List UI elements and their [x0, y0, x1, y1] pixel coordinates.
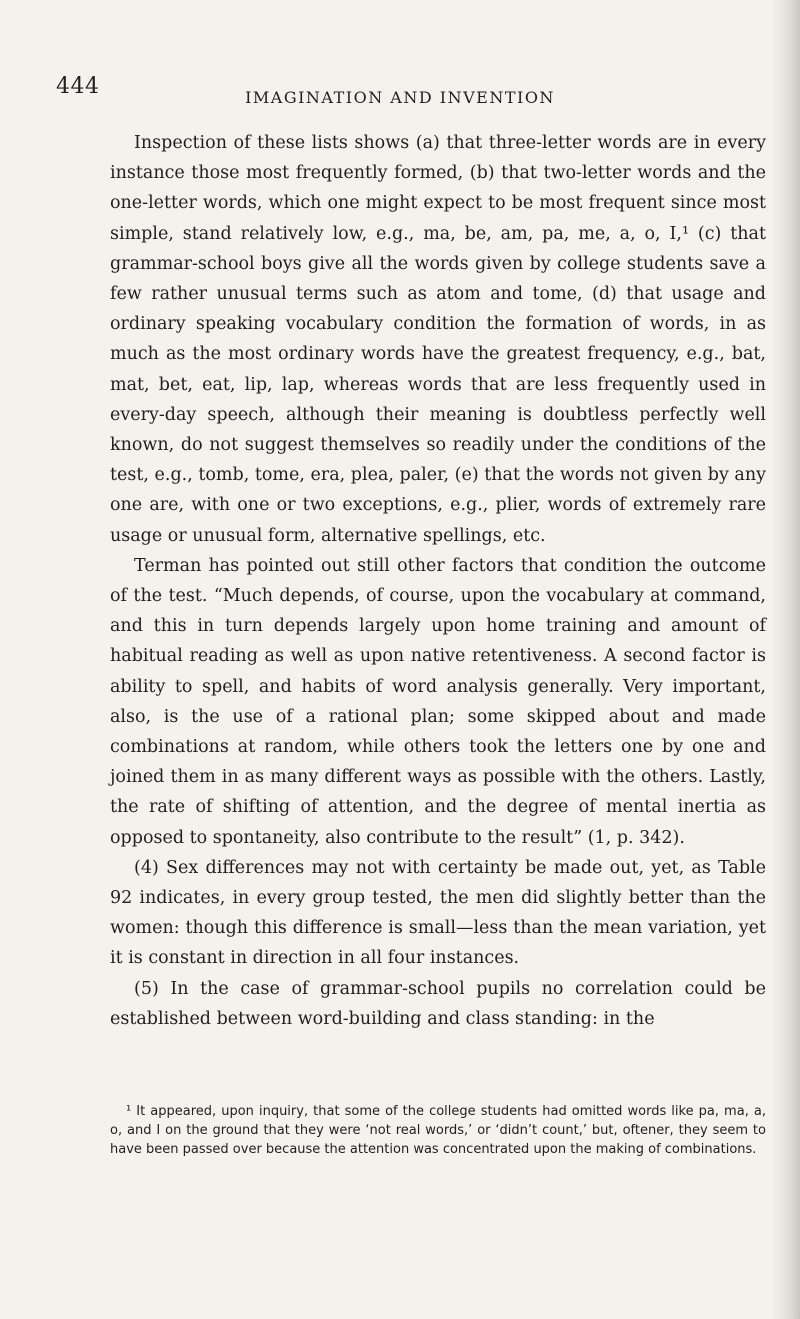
paragraph-sex-differences: (4) Sex differences may not with certainty be made out, yet, as Table 92 indicates, in every group tested, the men did slightly better than the women: though this difference is small—less than the mean variation, yet it is constant in direction in all four instances. [110, 857, 766, 969]
footnote-1: ¹ It appeared, upon inquiry, that some of the college students had omitted words like pa, ma, a, o, and I on the ground that they were ‘not real words,’ or ‘didn’t count,’ but, oftener, they seem to have been passed over because the attention was concentrated upon the making of combinations. [110, 1104, 766, 1157]
footnotes [110, 1102, 766, 1159]
page-edge-shadow [772, 0, 800, 1319]
body-text [110, 128, 766, 1034]
running-head: IMAGINATION AND INVENTION [245, 88, 555, 107]
paragraph-terman: Terman has pointed out still other factors that condition the outcome of the test. “Much depends, of course, upon the vocabulary at command, and this in turn depends largely upon home training and amount of habitual reading as well as upon native retentiveness. A second factor is ability to spell, and habits of word analysis generally. Very important, also, is the use of a rational plan; some skipped about and made combinations at random, while others took the letters one by one and joined them in as many different ways as possible with the others. Lastly, the rate of shifting of attention, and the degree of mental inertia as opposed to spontaneity, also contribute to the result” (1, p. 342). [110, 555, 766, 848]
paragraph-inspection: Inspection of these lists shows (a) that three-letter words are in every instance those most frequently formed, (b) that two-letter words and the one-letter words, which one might expect to be most frequent since most simple, stand relatively low, e.g., ma, be, am, pa, me, a, o, I,¹ (c) that grammar-school boys give all the words given by college students save a few rather unusual terms such as atom and tome, (d) that usage and ordinary speaking vocabulary condition the formation of words, in as much as the most ordinary words have the greatest frequency, e.g., bat, mat, bet, eat, lip, lap, whereas words that are less frequently used in every-day speech, although their meaning is doubtless perfectly well known, do not suggest themselves so readily under the conditions of the test, e.g., tomb, tome, era, plea, paler, (e) that the words not given by any one are, with one or two exceptions, e.g., plier, words of extremely rare usage or unusual form, alternative spellings, etc. [110, 133, 766, 546]
paragraph-correlation: (5) In the case of grammar-school pupils no correlation could be established between word-building and class standing: in the [110, 978, 766, 1029]
page-number: 444 [56, 74, 100, 99]
